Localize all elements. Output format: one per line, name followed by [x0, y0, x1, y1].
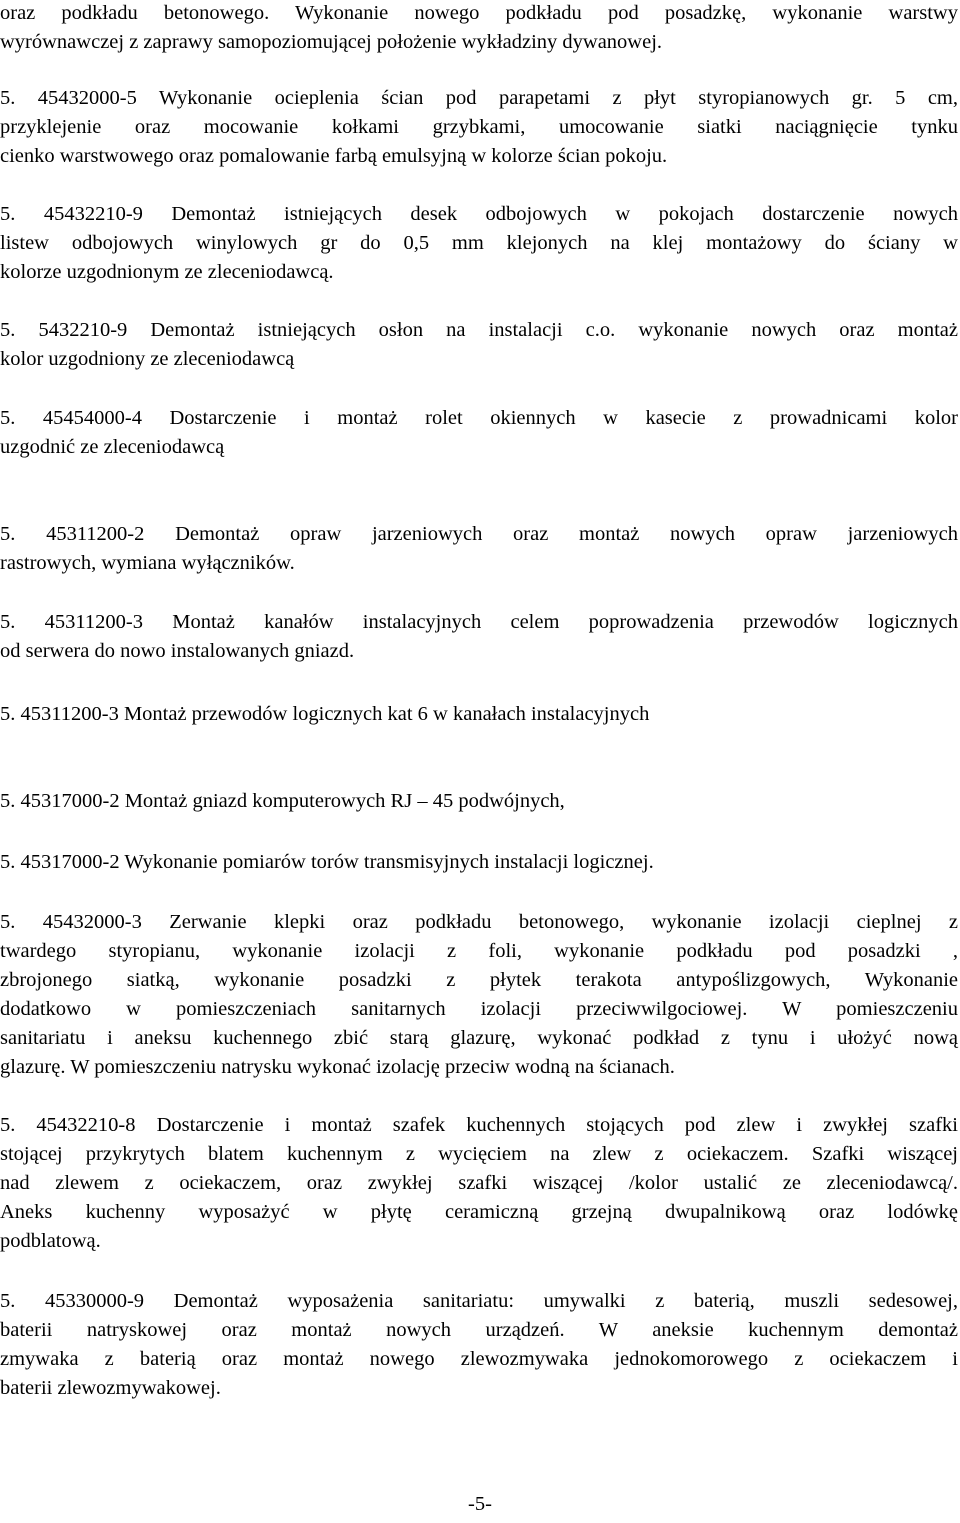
- paragraph-item-45432210-8: [0, 1111, 958, 1256]
- text-line: twardego styropianu, wykonanie izolacji z foli, wykonanie podkładu pod posadzki ,: [0, 940, 958, 962]
- text-line: baterii natryskowej oraz montaż nowych urządzeń. W aneksie kuchennym demontaż: [0, 1319, 958, 1341]
- text-line: baterii zlewozmywakowej.: [0, 1377, 221, 1399]
- paragraph-item-45432210-9: [0, 200, 958, 287]
- paragraph-item-45311200-3-channels: [0, 608, 958, 666]
- text-line: listew odbojowych winylowych gr do 0,5 mm klejonych na klej montażowy do ściany w: [0, 232, 958, 254]
- text-line: 5. 45454000-4 Dostarczenie i montaż rolet okiennych w kasecie z prowadnicami kolor: [0, 407, 958, 429]
- text-line: uzgodnić ze zleceniodawcą: [0, 436, 225, 458]
- text-line: oraz podkładu betonowego. Wykonanie nowego podkładu pod posadzkę, wykonanie warstwy: [0, 2, 958, 24]
- text-line: podblatową.: [0, 1230, 101, 1252]
- text-line: Aneks kuchenny wyposażyć w płytę ceramiczną grzejną dwupalnikową oraz lodówkę: [0, 1201, 958, 1223]
- text-line: cienko warstwowego oraz pomalowanie farbą emulsyjną w kolorze ścian pokoju.: [0, 145, 668, 167]
- paragraph-item-45311200-2: [0, 520, 958, 578]
- text-line: 5. 45432210-8 Dostarczenie i montaż szafek kuchennych stojących pod zlew i zwykłej szafki: [0, 1114, 958, 1136]
- page-number: -5-: [468, 1493, 492, 1515]
- paragraph-item-45311200-3-cables: [0, 700, 958, 729]
- text-line: 5. 5432210-9 Demontaż istniejących osłon na instalacji c.o. wykonanie nowych oraz montaż: [0, 319, 958, 341]
- text-line: wyrównawczej z zaprawy samopoziomującej położenie wykładziny dywanowej.: [0, 31, 663, 53]
- text-line: od serwera do nowo instalowanych gniazd.: [0, 640, 355, 662]
- text-line: rastrowych, wymiana wyłączników.: [0, 552, 295, 574]
- text-line: 5. 45311200-2 Demontaż opraw jarzeniowych oraz montaż nowych opraw jarzeniowych: [0, 523, 958, 545]
- text-line: stojącej przykrytych blatem kuchennym z wycięciem na zlew z ociekaczem. Szafki wiszącej: [0, 1143, 958, 1165]
- text-line: zbrojonego siatką, wykonanie posadzki z płytek terakota antypoślizgowych, Wykonanie: [0, 969, 958, 991]
- paragraph-item-45454000-4: [0, 404, 958, 462]
- paragraph-item-45330000-9: [0, 1287, 958, 1403]
- text-line: kolor uzgodniony ze zleceniodawcą: [0, 348, 295, 370]
- text-line: glazurę. W pomieszczeniu natrysku wykonać izolację przeciw wodną na ścianach.: [0, 1056, 675, 1078]
- text-line: dodatkowo w pomieszczeniach sanitarnych izolacji przeciwwilgociowej. W pomieszczeniu: [0, 998, 958, 1020]
- paragraph-floor-continuation: [0, 0, 958, 57]
- text-line: 5. 45317000-2 Montaż gniazd komputerowych RJ – 45 podwójnych,: [0, 790, 565, 812]
- text-line: 5. 45432210-9 Demontaż istniejących desek odbojowych w pokojach dostarczenie nowych: [0, 203, 958, 225]
- text-line: 5. 45311200-3 Montaż kanałów instalacyjnych celem poprowadzenia przewodów logicznych: [0, 611, 958, 633]
- text-line: kolorze uzgodnionym ze zleceniodawcą.: [0, 261, 334, 283]
- text-line: 5. 45330000-9 Demontaż wyposażenia sanitariatu: umywalki z baterią, muszli sedesowej,: [0, 1290, 958, 1312]
- text-line: 5. 45311200-3 Montaż przewodów logicznych kat 6 w kanałach instalacyjnych: [0, 703, 650, 725]
- paragraph-item-45317000-2-measurements: [0, 848, 958, 877]
- paragraph-item-45432000-5: [0, 84, 958, 171]
- text-line: 5. 45432000-3 Zerwanie klepki oraz podkładu betonowego, wykonanie izolacji cieplnej z: [0, 911, 958, 933]
- text-line: przyklejenie oraz mocowanie kołkami grzybkami, umocowanie siatki naciągnięcie tynku: [0, 116, 958, 138]
- text-line: nad zlewem z ociekaczem, oraz zwykłej szafki wiszącej /kolor ustalić ze zleceniodawcą/.: [0, 1172, 958, 1194]
- text-line: sanitariatu i aneksu kuchennego zbić starą glazurę, wykonać podkład z tynu i ułożyć nową: [0, 1027, 958, 1049]
- text-line: 5. 45432000-5 Wykonanie ocieplenia ścian pod parapetami z płyt styropianowych gr. 5 cm,: [0, 87, 958, 109]
- paragraph-item-45317000-2-sockets: [0, 787, 958, 816]
- text-line: 5. 45317000-2 Wykonanie pomiarów torów transmisyjnych instalacji logicznej.: [0, 851, 654, 873]
- paragraph-item-5432210-9: [0, 316, 958, 374]
- text-line: zmywaka z baterią oraz montaż nowego zlewozmywaka jednokomorowego z ociekaczem i: [0, 1348, 958, 1370]
- paragraph-item-45432000-3: [0, 908, 958, 1082]
